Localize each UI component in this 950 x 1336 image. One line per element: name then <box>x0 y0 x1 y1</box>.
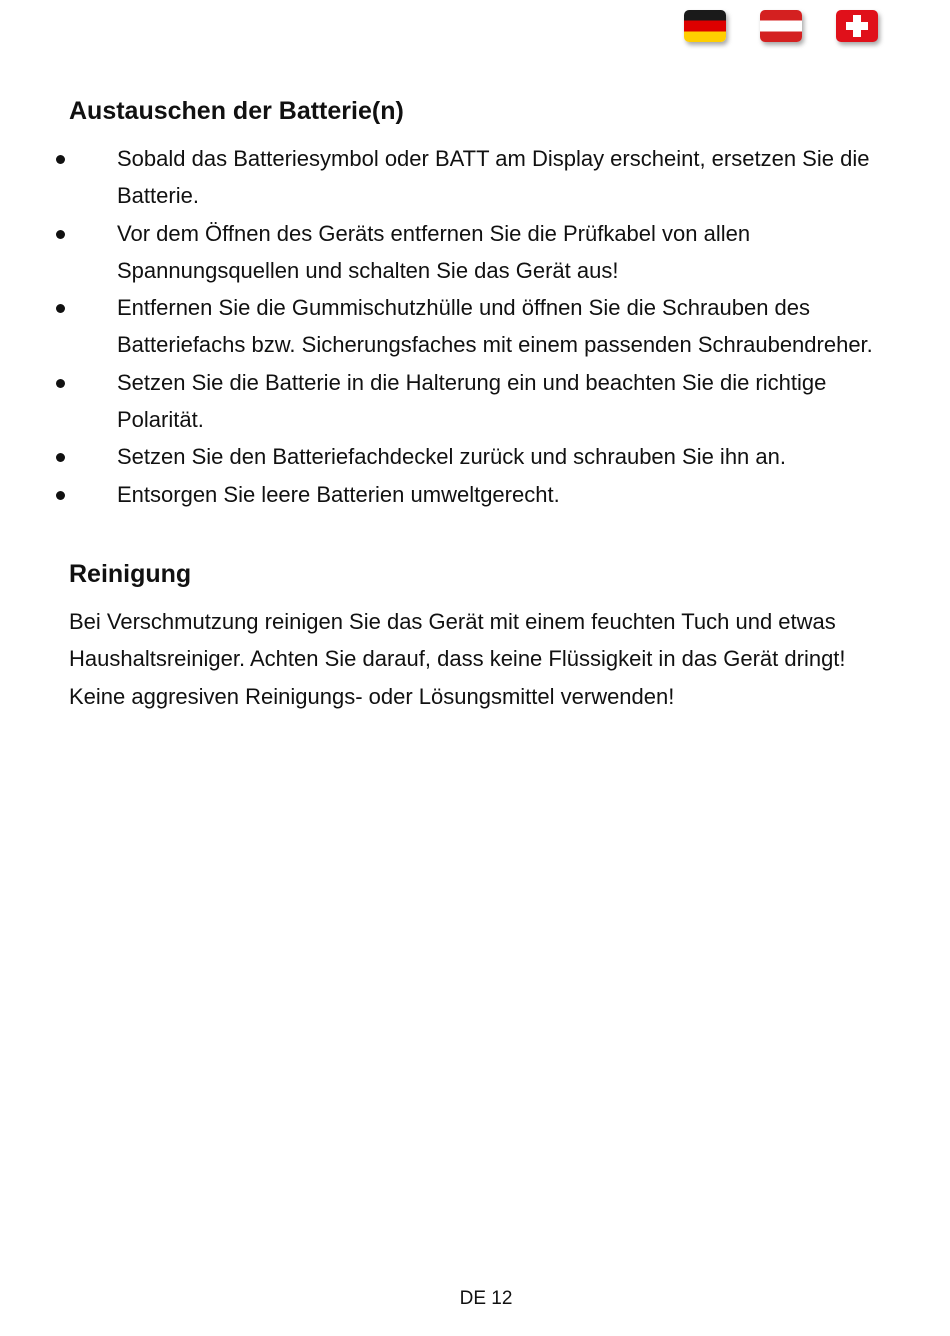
page-number: DE 12 <box>459 1288 513 1309</box>
list-item <box>69 476 889 513</box>
bullet-icon <box>56 379 65 388</box>
battery-steps-list <box>69 140 889 513</box>
list-item-text: Sobald das Batteriesymbol oder BATT am Display erscheint, ersetzen Sie die Batterie. <box>117 146 870 209</box>
bullet-icon <box>56 155 65 164</box>
austria-flag-icon[interactable] <box>760 10 802 42</box>
list-item-text: Entfernen Sie die Gummischutzhülle und öffnen Sie die Schrauben des Batteriefachs bzw. Sicherungsfaches mit einem passenden Schraubendreher. <box>117 295 873 358</box>
cleaning-paragraph: Bei Verschmutzung reinigen Sie das Gerät mit einem feuchten Tuch und etwas Haushaltsreiniger. Achten Sie darauf, dass keine Flüssigkeit in das Gerät dringt! Keine aggresiven Reinigungs- oder Lösungsmittel verwenden! <box>69 608 846 709</box>
bullet-icon <box>56 491 65 500</box>
list-item-text: Vor dem Öffnen des Geräts entfernen Sie die Prüfkabel von allen Spannungsquellen und schalten Sie das Gerät aus! <box>117 220 751 283</box>
list-item-text: Setzen Sie die Batterie in die Halterung ein und beachten Sie die richtige Polarität. <box>117 369 827 433</box>
list-item-text: Setzen Sie den Batteriefachdeckel zurück und schrauben Sie ihn an. <box>117 444 786 470</box>
cleaning-heading: Reinigung <box>69 559 192 588</box>
bullet-icon <box>56 453 65 462</box>
list-item <box>69 140 889 215</box>
cleaning-section <box>69 555 889 715</box>
list-item <box>69 438 889 475</box>
battery-replacement-heading: Austauschen der Batterie(n) <box>69 97 404 125</box>
list-item <box>69 215 889 290</box>
bullet-icon <box>56 304 65 313</box>
germany-flag-icon[interactable] <box>684 10 726 42</box>
language-flags <box>684 10 878 42</box>
list-item <box>69 289 889 364</box>
bullet-icon <box>56 230 65 239</box>
page-content <box>69 92 889 715</box>
switzerland-flag-icon[interactable] <box>836 10 878 42</box>
list-item <box>69 364 889 439</box>
list-item-text: Entsorgen Sie leere Batterien umweltgerecht. <box>117 481 560 507</box>
